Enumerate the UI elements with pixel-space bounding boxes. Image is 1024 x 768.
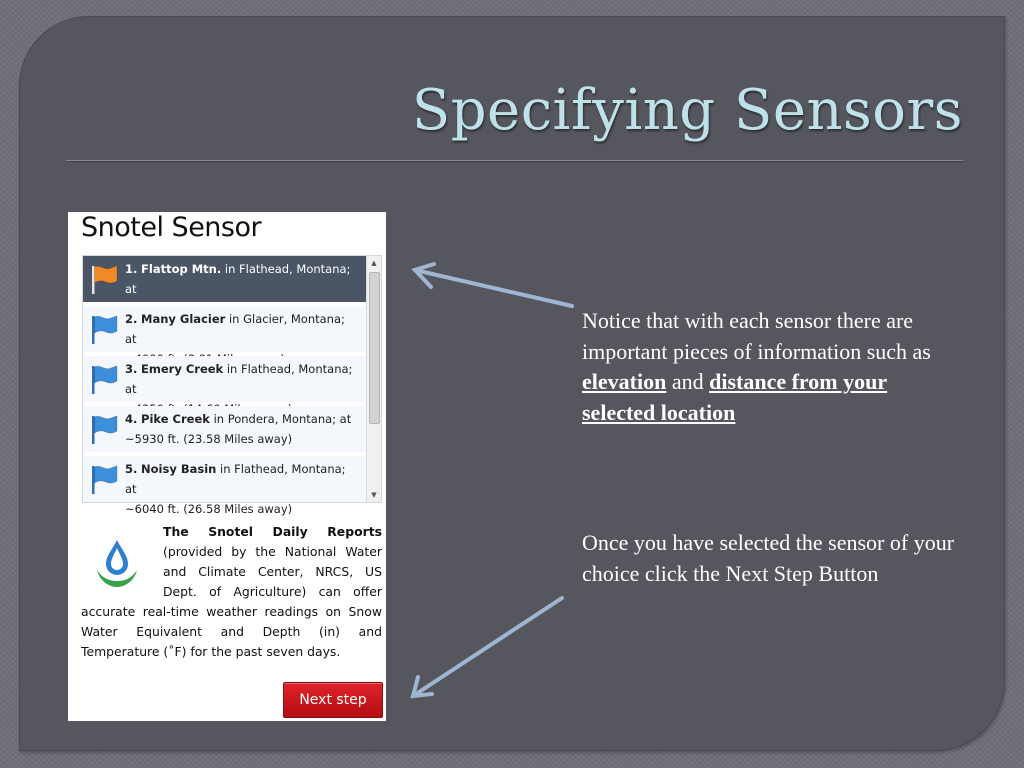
- scroll-up-arrow-icon[interactable]: ▲: [371, 259, 377, 267]
- next-step-button[interactable]: Next step: [283, 682, 383, 718]
- sensor-item-text: [125, 409, 360, 449]
- note-next-step: Once you have selected the sensor of your choice click the Next Step Button: [582, 530, 955, 586]
- note1-text: Notice that with each sensor there are important pieces of information such as: [582, 308, 931, 364]
- sensor-location: in Flathead, Montana; at: [125, 262, 351, 296]
- sensor-location: in Flathead, Montana; at: [125, 362, 353, 396]
- sensor-list-item[interactable]: [83, 306, 366, 352]
- sensor-name: Noisy Basin: [141, 462, 217, 476]
- sensor-name: Emery Creek: [141, 362, 224, 376]
- scrollbar-thumb[interactable]: [369, 272, 380, 424]
- flag-icon: [89, 263, 119, 295]
- snotel-screenshot-panel: [68, 212, 386, 721]
- scroll-down-arrow-icon[interactable]: ▼: [371, 491, 377, 499]
- sensor-number: 5.: [125, 462, 138, 476]
- sensor-elevation-distance: ~5930 ft. (23.58 Miles away): [125, 432, 293, 446]
- sensor-location: in Pondera, Montana; at: [213, 412, 352, 426]
- sensor-list-item[interactable]: [83, 356, 366, 402]
- sensor-item-text: [125, 459, 360, 519]
- note1-distance: distance from your selected location: [582, 369, 888, 425]
- sensor-list-item[interactable]: [83, 456, 366, 516]
- sensor-elevation-distance: ~6040 ft. (26.58 Miles away): [125, 502, 293, 516]
- title-divider: [66, 160, 963, 162]
- snotel-description-title: The Snotel Daily Reports: [163, 524, 382, 539]
- note1-and: and: [666, 369, 710, 394]
- sensor-name: Pike Creek: [141, 412, 210, 426]
- flag-icon: [89, 413, 119, 445]
- note-sensor-info: [582, 306, 962, 428]
- flag-icon: [89, 363, 119, 395]
- sensor-list-items: [83, 256, 366, 516]
- sensor-name: Many Glacier: [141, 312, 226, 326]
- flag-icon: [89, 463, 119, 495]
- note1-elevation: elevation: [582, 369, 667, 394]
- sensor-number: 2.: [125, 312, 138, 326]
- sensor-list-scrollbar[interactable]: [366, 256, 381, 502]
- sensor-number: 3.: [125, 362, 138, 376]
- panel-title: Snotel Sensor: [81, 212, 262, 243]
- sensor-location: in Flathead, Montana; at: [125, 462, 346, 496]
- sensor-list-item[interactable]: [83, 406, 366, 452]
- flag-icon: [89, 313, 119, 345]
- slide-title: Specifying Sensors: [411, 78, 963, 143]
- sensor-number: 4.: [125, 412, 138, 426]
- water-drop-logo-icon: [94, 538, 140, 588]
- sensor-list[interactable]: [82, 255, 382, 516]
- sensor-name: Flattop Mtn.: [141, 262, 222, 276]
- sensor-list-item[interactable]: [83, 256, 366, 302]
- sensor-location: in Glacier, Montana; at: [125, 312, 345, 346]
- snotel-description-body: (provided by the National Water and Climate Center, NRCS, US Dept. of Agriculture) can offer accurate real-time weather readings on Snow Water Equivalent and Depth (in) and Temperature (˚F) for the past seven days.: [81, 544, 382, 659]
- sensor-number: 1.: [125, 262, 138, 276]
